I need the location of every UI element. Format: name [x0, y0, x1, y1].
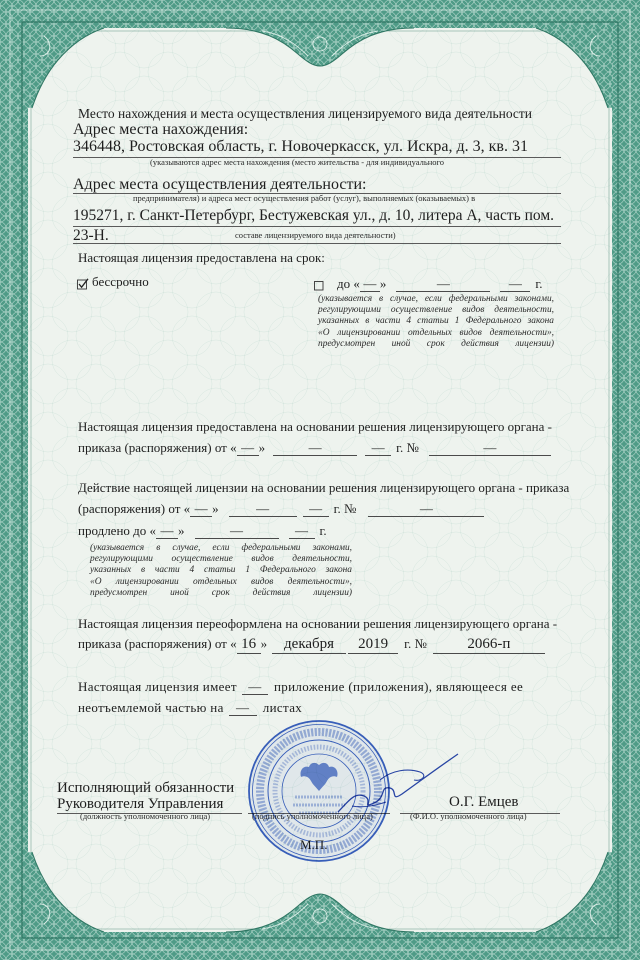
term-note-line: «О лицензировании отдельных видов деятельности»,	[318, 327, 554, 338]
extension-quote: »	[212, 501, 219, 516]
extension-note-line: «О лицензировании отдельных видов деятельности»,	[90, 576, 352, 587]
location-value: 346448, Ростовская область, г. Новочеркасск, ул. Искра, д. 3, кв. 31	[73, 138, 528, 155]
basis-month: —	[273, 441, 357, 456]
activity-address-underline-1	[73, 226, 561, 227]
term-until-line	[337, 277, 543, 292]
extension-order-prefix: (распоряжения) от «	[78, 501, 191, 516]
checkbox-empty-icon	[314, 279, 326, 291]
extension-text: Действие настоящей лицензии на основании решения лицензирующего органа - приказа	[78, 480, 570, 495]
activity-address-underline-2	[73, 243, 561, 244]
basis-order-line	[78, 441, 551, 456]
basis-year: —	[365, 441, 391, 456]
appendix-sheets: —	[229, 701, 257, 716]
extension-until-line	[78, 524, 327, 539]
extension-day: —	[190, 502, 212, 517]
activity-hint: предпринимателя) и адреса мест осуществления работ (услуг), выполняемых (оказываемых) в	[133, 193, 476, 203]
reissue-year: 2019	[348, 636, 398, 654]
basis-order-prefix: приказа (распоряжения) от «	[78, 440, 237, 455]
position-line-1: Исполняющий обязанности	[57, 780, 235, 796]
appendix-count: —	[242, 680, 268, 695]
term-note-line: предусмотрен иной срок действия лицензии)	[318, 338, 554, 349]
appendix-text-2: приложение (приложения), являющееся ее	[273, 679, 524, 694]
term-note-line: регулирующими осуществление видов деятельности,	[318, 305, 554, 316]
position-hint: (должность уполномоченного лица)	[80, 811, 211, 821]
stamp-place-label: М.П.	[300, 837, 328, 852]
extension-note-line: предусмотрен иной срок действия лицензии)	[90, 587, 352, 598]
extension-note-line: регулирующими осуществление видов деятельности,	[90, 554, 352, 565]
activity-hint-tail: составе лицензируемого вида деятельности)	[235, 230, 396, 240]
handwritten-signature	[322, 746, 462, 820]
appendix-text-3: неотъемлемой частью на	[78, 700, 224, 715]
reissue-text: Настоящая лицензия переоформлена на основании решения лицензирующего органа -	[78, 616, 558, 631]
term-until-prefix: до «	[337, 276, 360, 291]
reissue-order-prefix: приказа (распоряжения) от «	[78, 636, 237, 651]
basis-day: —	[237, 441, 259, 456]
basis-text: Настоящая лицензия предоставлена на основании решения лицензирующего органа -	[78, 419, 552, 434]
reissue-month: декабря	[272, 636, 346, 654]
extension-until-quote: »	[178, 523, 185, 538]
appendix-text-4: листах	[262, 700, 303, 715]
term-label: Настоящая лицензия предоставлена на срок:	[78, 250, 325, 265]
extension-order-line	[78, 502, 484, 517]
term-note-line: указанных в части 4 статьи 1 Федерального закона	[318, 316, 554, 327]
extension-year-suffix: г. №	[333, 501, 357, 516]
term-note	[318, 294, 554, 350]
location-hint: (указываются адрес места нахождения (место жительства - для индивидуального	[150, 157, 445, 167]
appendix-line-1	[78, 680, 523, 695]
extension-note-line: (указывается в случае, если федеральными законами,	[90, 543, 352, 553]
signature-hint: (подпись уполномоченного лица)	[252, 811, 373, 821]
reissue-order-line	[78, 636, 545, 654]
extension-month: —	[229, 502, 297, 517]
extension-until-year-suffix: г.	[319, 523, 327, 538]
position-line-2: Руководителя Управления	[57, 796, 224, 812]
reissue-year-suffix: г. №	[404, 636, 427, 651]
activity-label: Адрес места осуществления деятельности:	[73, 176, 367, 193]
reissue-number: 2066-п	[433, 636, 545, 654]
basis-number: —	[429, 441, 551, 456]
term-until-year: —	[500, 277, 530, 292]
section-title: Место нахождения и места осуществления лицензируемого вида деятельности	[78, 106, 533, 121]
name-hint: (Ф.И.О. уполномоченного лица)	[410, 811, 527, 821]
appendix-line-2	[78, 701, 302, 716]
extension-until-prefix: продлено до «	[78, 523, 157, 538]
term-until-year-suffix: г.	[535, 276, 543, 291]
extension-note-line: указанных в части 4 статьи 1 Федерального закона	[90, 565, 352, 576]
term-note-line: (указывается в случае, если федеральными законами,	[318, 294, 554, 304]
reissue-day: 16	[237, 636, 261, 654]
term-until-month: —	[396, 277, 490, 292]
activity-address-line-2: 23-Н.	[73, 227, 109, 244]
term-until-quote: »	[379, 276, 387, 291]
basis-year-suffix: г. №	[396, 440, 419, 455]
extension-until-day: —	[156, 524, 178, 539]
extension-until-year: —	[289, 524, 315, 539]
activity-address-line-1: 195271, г. Санкт-Петербург, Бестужевская ул., д. 10, литера А, часть пом.	[73, 207, 554, 224]
extension-number: —	[368, 502, 484, 517]
checkbox-checked-icon	[77, 277, 89, 289]
unlimited-label: бессрочно	[92, 274, 149, 289]
extension-until-month: —	[195, 524, 279, 539]
reissue-quote: »	[260, 636, 268, 651]
basis-quote: »	[258, 440, 266, 455]
official-name: О.Г. Емцев	[449, 794, 519, 810]
term-until-day: —	[360, 277, 380, 292]
location-label: Адрес места нахождения:	[73, 121, 249, 138]
appendix-text-1: Настоящая лицензия имеет	[78, 679, 237, 694]
extension-note	[90, 543, 352, 599]
extension-year: —	[303, 502, 329, 517]
